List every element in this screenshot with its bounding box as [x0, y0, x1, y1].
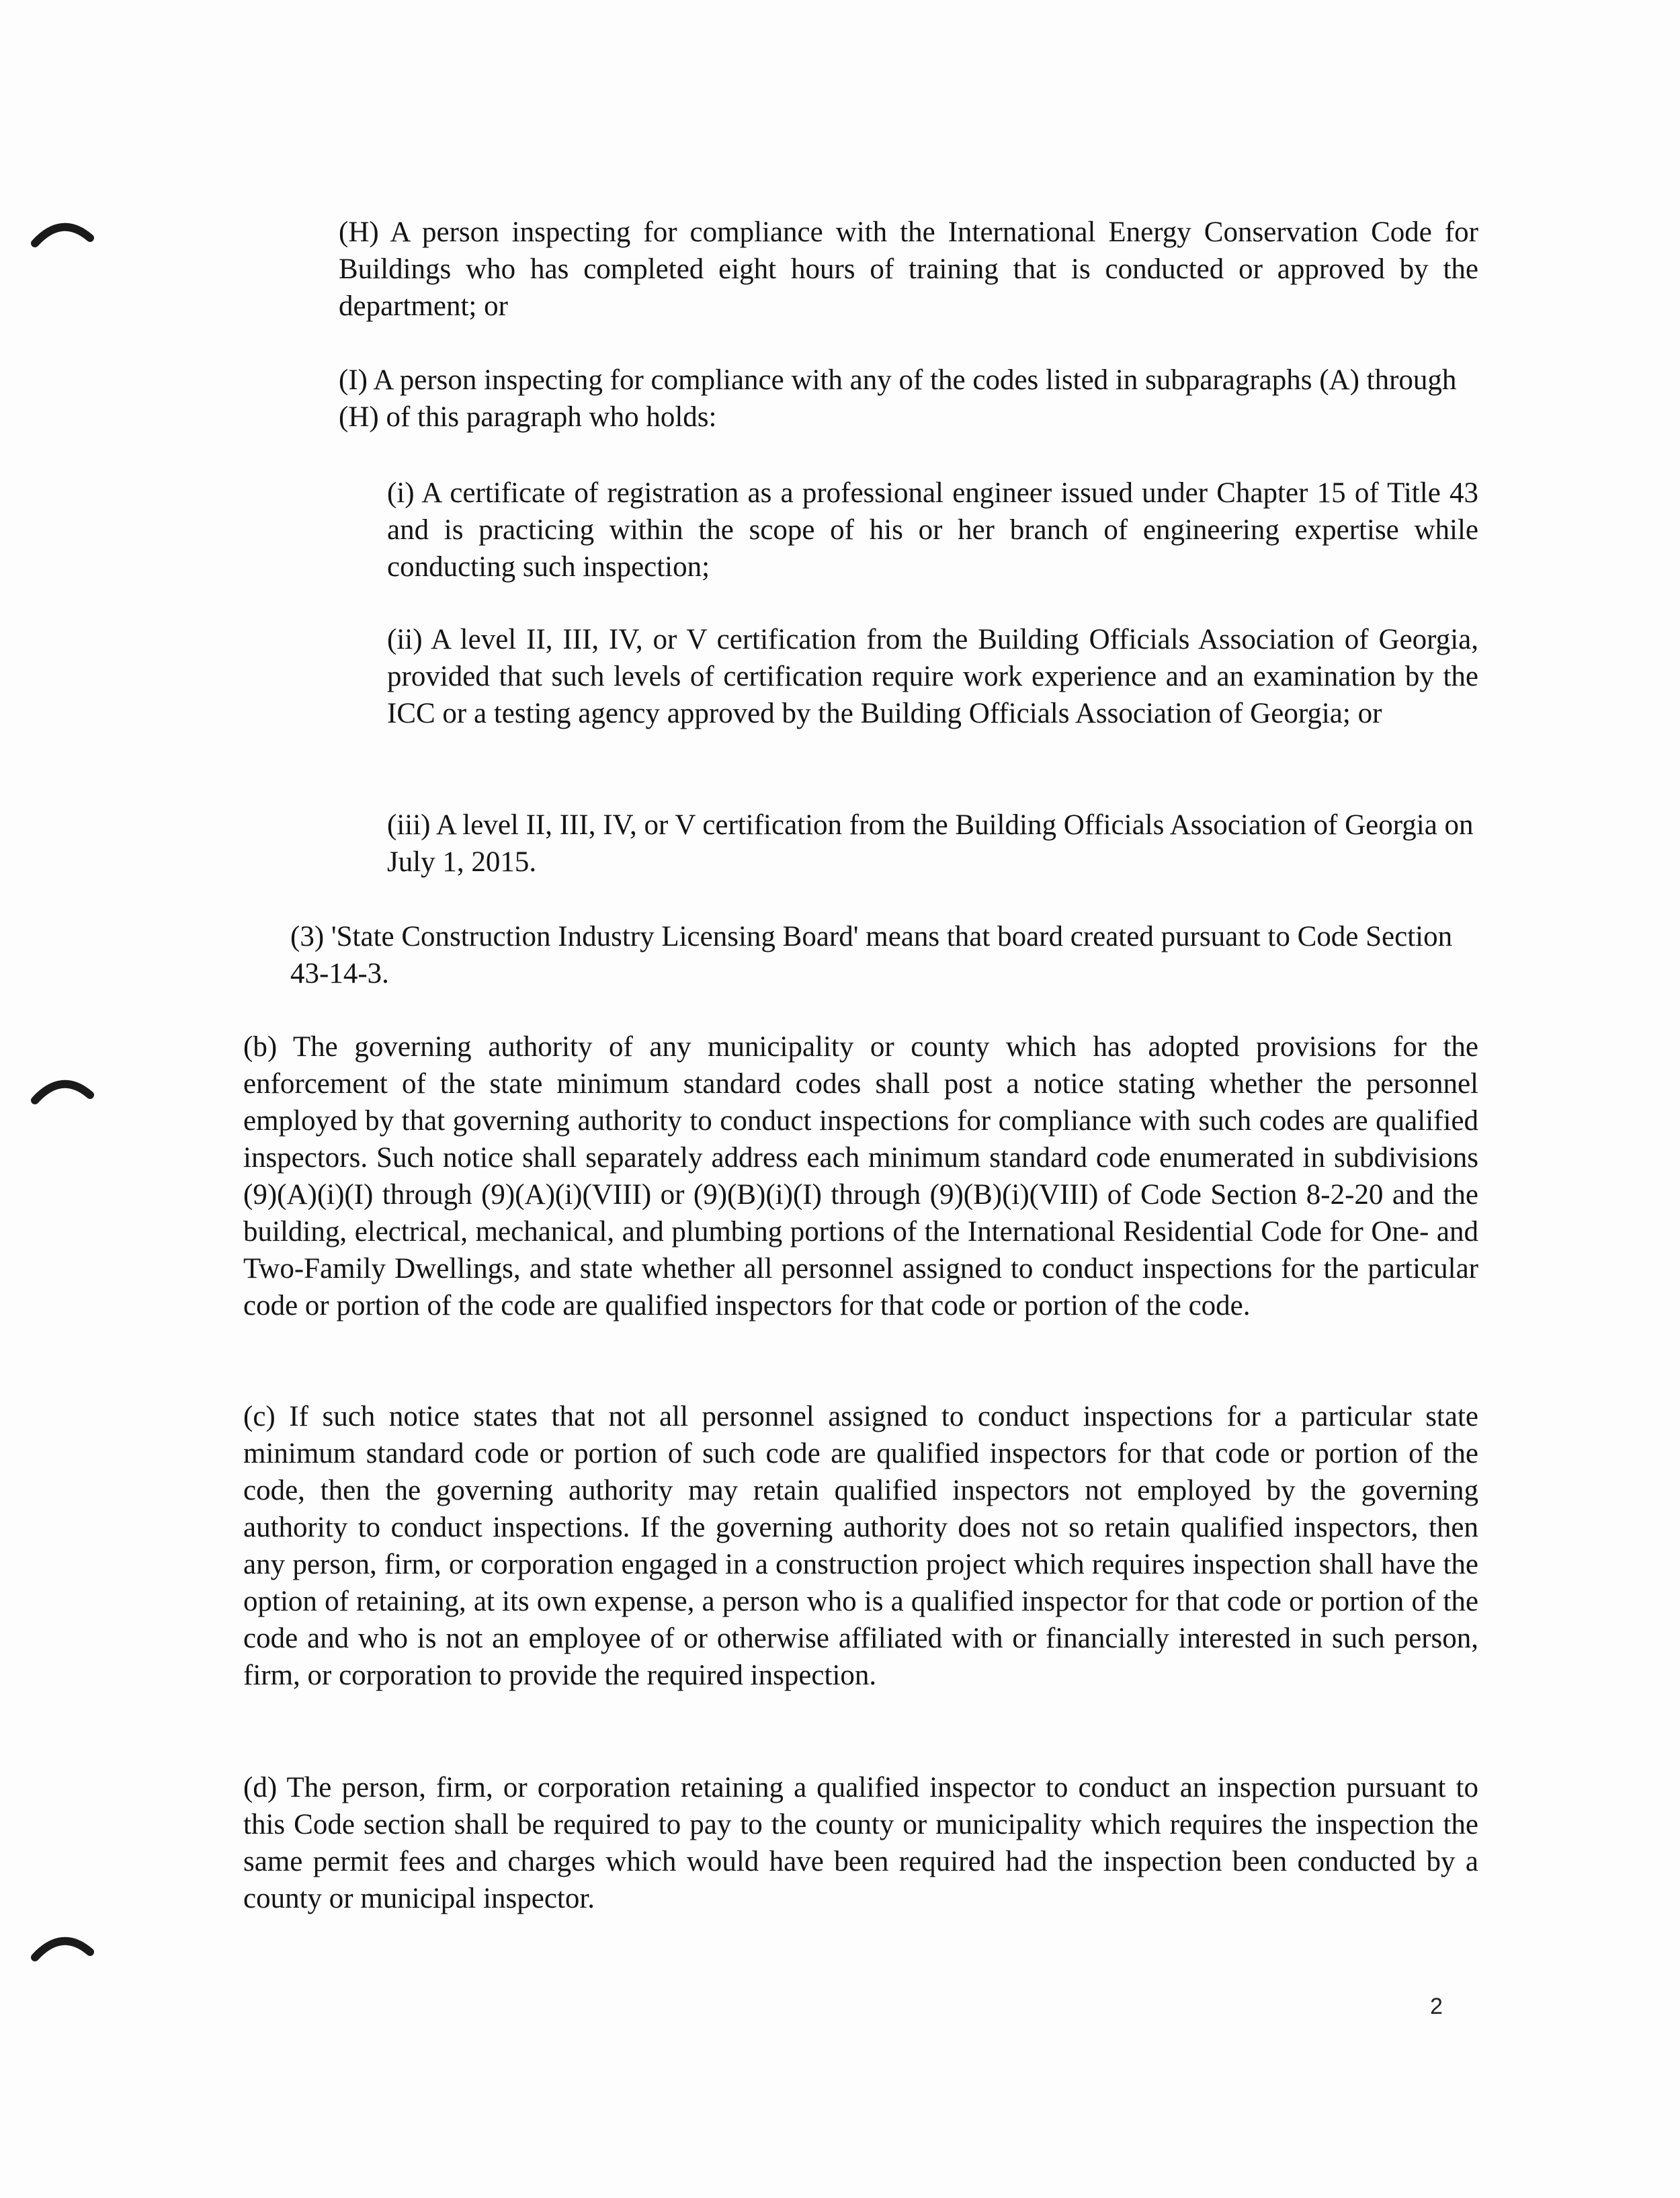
binder-punch-mark — [30, 1065, 97, 1112]
subsection-c: (c) If such notice states that not all personnel assigned to conduct inspections for a particular state minimum standard code or portion of such code are qualified inspectors for that code or portion of the code, then the governing authority may retain qualified inspectors not employed by the governing authority to conduct inspections. If the governing authority does not so retain qualified inspectors, then any person, firm, or corporation engaged in a construction project which requires inspection shall have the option of retaining, at its own expense, a person who is a qualified inspector for that code or portion of the code and who is not an employee of or otherwise affiliated with or financially interested in such person, firm, or corporation to provide the required inspection. — [243, 1401, 1478, 1691]
subsection-b: (b) The governing authority of any municipality or county which has adopted provisions for the enforcement of the state minimum standard codes shall post a notice stating whether the personnel employed by that governing authority to conduct inspections for compliance with such codes are qualified inspectors. Such notice shall separately address each minimum standard code enumerated in subdivisions (9)(A)(i)(I) through (9)(A)(i)(VIII) or (9)(B)(i)(I) through (9)(B)(i)(VIII) of Code Section 8-2-20 and the building, electrical, mechanical, and plumbing portions of the International Residential Code for One- and Two-Family Dwellings, and state whether all personnel assigned to conduct inspections for the particular code or portion of the code are qualified inspectors for that code or portion of the code. — [243, 1031, 1478, 1321]
subparagraph-i-i: (i) A certificate of registration as a professional engineer issued under Chapter 15 of Title 43 and is practicing within the scope of his or her branch of engineering expertise while conducting such inspection; — [387, 477, 1478, 583]
binder-punch-mark — [30, 208, 97, 255]
binder-punch-mark — [30, 1922, 97, 1969]
subparagraph-i-iii: (iii) A level II, III, IV, or V certification from the Building Officials Association of Georgia on July 1, 2015. — [387, 809, 1474, 878]
paragraph-3: (3) 'State Construction Industry Licensing Board' means that board created pursuant to Code Section 43-14-3. — [290, 921, 1453, 989]
subparagraph-i-ii: (ii) A level II, III, IV, or V certification from the Building Officials Association of Georgia, provided that such levels of certification require work experience and an examination by the ICC or a testing agency approved by the Building Officials Association of Georgia; or — [387, 624, 1478, 729]
page-number: 2 — [1430, 1994, 1443, 2019]
paragraph-i: (I) A person inspecting for compliance with any of the codes listed in subparagraphs (A) through (H) of this paragraph who holds: — [339, 364, 1457, 433]
paragraph-h: (H) A person inspecting for compliance with the International Energy Conservation Code for Buildings who has completed eight hours of training that is conducted or approved by the department; or — [339, 216, 1478, 322]
subsection-d: (d) The person, firm, or corporation retaining a qualified inspector to conduct an inspection pursuant to this Code section shall be required to pay to the county or municipality which requires the inspection the same permit fees and charges which would have been required had the inspection been conducted by a county or municipal inspector. — [243, 1772, 1478, 1914]
